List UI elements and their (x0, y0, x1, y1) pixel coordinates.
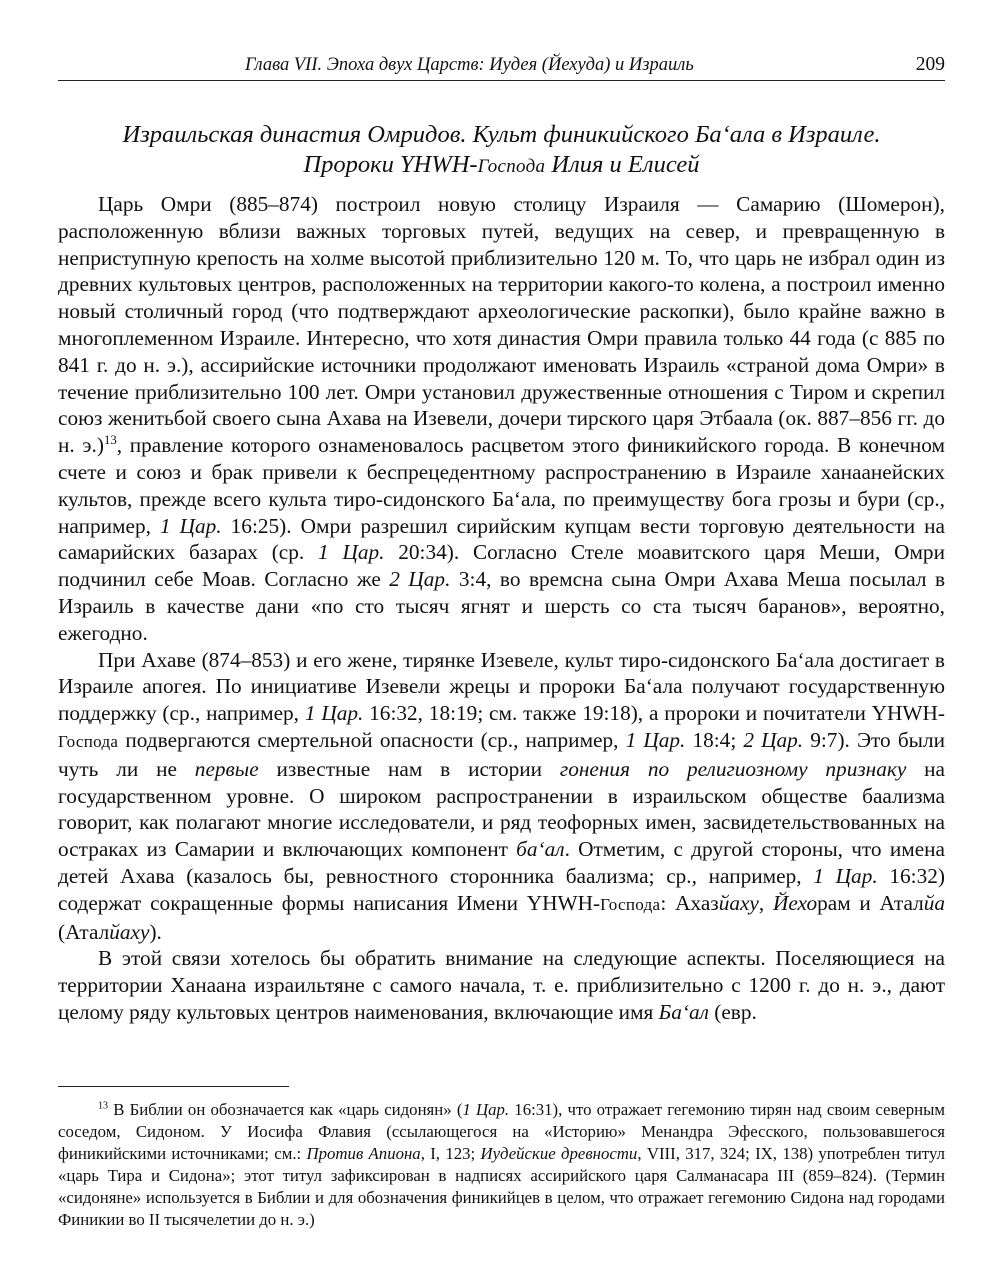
footnote-13 (58, 1099, 945, 1231)
text-run: подвергаются смертельной опасности (ср., например, (118, 727, 626, 752)
text-run: (Атал (58, 919, 110, 944)
text-run: 3:4, во времсна сына Омри Ахава Меша посылал в Израиль в качестве дани «по сто тысяч ягнят и шерсть со ста тысяч баранов», вероятно, ежегодно. (58, 567, 945, 645)
text-run: При Ахаве (874–853) и его жене, тирянке Изевеле, культ тиро-сидонского Ба‘ала достигает в Израиле апогея. По инициативе Изевели жрецы и пророки Ба‘ала получают государственную поддержку (ср., например, (58, 647, 945, 726)
italic-text: Против Апиона (306, 1144, 421, 1163)
italic-text: 2 Цар. (743, 727, 804, 752)
text-run: 16:32) содержат сокращенные формы написания Имени YHWH- (58, 863, 945, 915)
italic-text: 1 Цар. (813, 863, 878, 888)
italic-text: 1 Цар. (462, 1100, 510, 1119)
paragraph (58, 191, 945, 647)
italic-text: йа (923, 890, 946, 915)
footnote-marker: 13 (103, 433, 117, 448)
text-run: Царь Омри (885–874) построил новую столицу Израиля — Самарию (Шомерон), расположенную вблизи важных торговых путей, ведущих на север, и превращенную в неприступную крепость на холме высотой приблизительно 120 м. То, что царь не избрал один из древних культовых центров, расположенных на территории какого-то колена, а построил именно новый столичный город (что подтверждают археологические раскопки), было крайне важно в многоплеменном Израиле. Интересно, что хотя династия Омри правила только 44 года (с 885 по 841 г. до н. э.), ассирийские источники продолжают именовать Израиль «страной дома Омри» в течение приблизительно 100 лет. Омри установил дружественные отношения с Тиром и скрепил союз женитьбой своего сына Ахава на Изевели, дочери тирского царя Этбаала (ок. 887–856 гг. до н. э.) (58, 192, 945, 458)
text-run: (евр. (708, 999, 757, 1024)
section-heading-line-2: Пророки YHWH-Господа Илия и Елисей (303, 151, 700, 178)
page-number: 209 (915, 54, 945, 75)
italic-text: 1 Цар. (318, 540, 385, 565)
text-run: 9:7). Это были чуть ли не (58, 727, 945, 781)
section-heading (58, 120, 945, 182)
body-text (58, 191, 945, 1026)
text-run: : Ахаз (660, 890, 719, 915)
text-run: 16:31), что отражает гегемонию тирян над своим северным соседом, Сидоном. У Иосифа Флавия (ссылающегося на «Историю» Менандра Эфесского, пользовавшегося финикийскими источниками; см.: (58, 1100, 945, 1163)
text-run: , (758, 890, 773, 915)
small-caps-text: Господа (600, 894, 661, 914)
paragraph (58, 647, 945, 946)
italic-text: 2 Цар. (389, 567, 451, 592)
running-header (58, 52, 945, 81)
italic-text: 1 Цар. (304, 701, 364, 726)
text-run: , правление которого ознаменовалось расцветом этого финикийского города. В конечном счете и союз и брак привели к беспрецедентному распространению в Израиле ханаанейских культов, прежде всего культа тиро-сидонского Ба‘ала, по преимуществу бога грозы и бури (ср., например, (58, 433, 945, 538)
section-heading-line-1: Израильская династия Омридов. Культ финикийского Ба‘ала в Израиле. (122, 121, 881, 148)
text-run: В Библии он обозначается как «царь сидонян» ( (108, 1100, 463, 1119)
italic-text: ба‘ал (516, 837, 565, 862)
italic-text: гонения по религиозному признаку (559, 756, 907, 781)
italic-text: первые (194, 756, 259, 781)
text-run: на государственном уровне. О широком распространении в израильском обществе баализма говорит, как полагают многие исследователи, и ряд теофорных имен, засвидетельствованных на остраках из Самарии и включающих компонент (58, 756, 945, 862)
text-run: В этой связи хотелось бы обратить внимание на следующие аспекты. Поселяющиеся на территории Ханаана израильтяне с самого начала, т. е. приблизительно с 1200 г. до н. э., дают целому ряду культовых центров наименования, включающие имя (58, 946, 945, 1024)
italic-text: Йехо (772, 890, 818, 915)
footnote-separator (58, 1086, 289, 1087)
footnote-marker: 13 (98, 1100, 109, 1112)
italic-text: йаху (109, 919, 150, 944)
italic-text: Ба‘ал (658, 999, 709, 1024)
text-run: 18:4; (685, 727, 744, 752)
italic-text: 1 Цар. (625, 727, 686, 752)
italic-text: йаху (718, 890, 759, 915)
text-run: рам и Атал (817, 890, 924, 915)
text-run: , VIII, 317, 324; IX, 138) употреблен титул «царь Тира и Сидона»; этот титул зафиксирован в надписях ассирийского царя Салманасара III (859–824). (Термин «сидоняне» используется в Библии и для обозначения финикийцев в целом, что отражает гегемонию Сидона над городами Финикии во II тысячелетии до н. э.) (58, 1144, 946, 1229)
chapter-title: Глава VII. Эпоха двух Царств: Иудея (Йехуда) и Израиль (245, 55, 694, 75)
small-caps-text: Господа (58, 731, 119, 751)
text-run: ). (149, 919, 162, 944)
paragraph (58, 945, 945, 1025)
text-run: 20:34). Согласно Стеле моавитского царя Меши, Омри подчинил себе Моав. Согласно же (58, 540, 945, 592)
text-run: известные нам в истории (258, 756, 560, 781)
italic-text: 1 Цар. (159, 513, 222, 538)
text-run: 16:25). Омри разрешил сирийским купцам вести торговую деятельности на самарийских базарах (ср. (58, 513, 945, 565)
text-run: . Отметим, с другой стороны, что имена детей Ахава (казалось бы, ревностного сторонника баализма; ср., например, (58, 837, 945, 888)
italic-text: Иудейские древности (480, 1144, 638, 1163)
text-run: 16:32, 18:19; см. также 19:18), а пророки и почитатели YHWH- (363, 701, 946, 726)
text-run: , I, 123; (420, 1144, 481, 1163)
